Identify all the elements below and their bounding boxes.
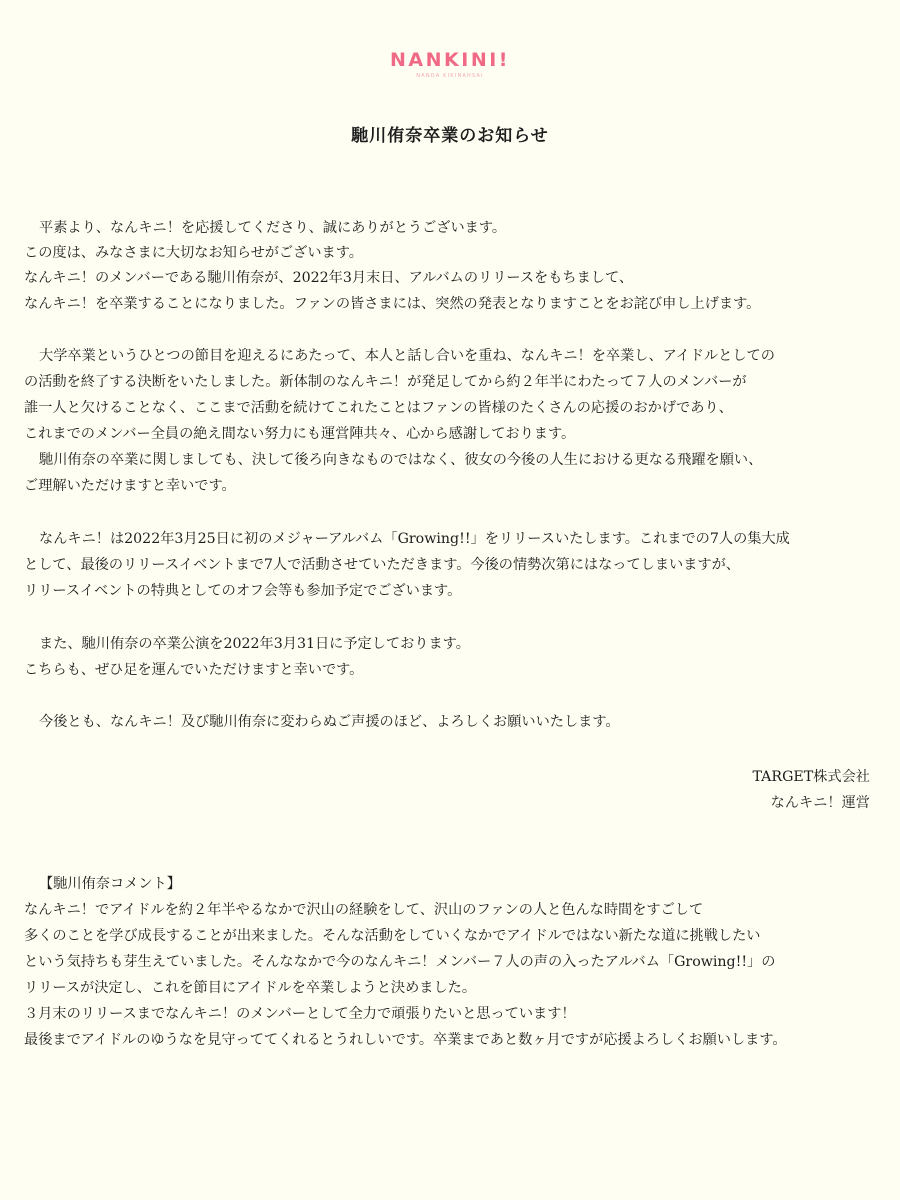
announcement-line: の活動を終了する決断をいたしました。新体制のなんキニ！が発足してから約２年半にわたって７人のメンバーが [24,374,747,390]
comment-line: という気持ちも芽生えていました。そんななかで今のなんキニ！メンバー７人の声の入ったアルバム「Growing!!」の [24,954,776,970]
announcement-line: こちらも、ぜひ足を運んでいただけますと幸いです。 [24,662,364,678]
announcement-line: ご理解いただけますと幸いです。 [24,478,236,494]
comment-line: リリースが決定し、これを節目にアイドルを卒業しようと決めました。 [24,980,477,996]
announcement-line: なんキニ！は2022年3月25日に初のメジャーアルバム「Growing!!」をリリースいたします。これまでの7人の集大成 [39,531,790,547]
announcement-line: なんキニ！を卒業することになりました。ファンの皆さまには、突然の発表となりますことをお詫び申し上げます。 [24,296,761,312]
announcement-line: として、最後のリリースイベントまで7人で活動させていただきます。今後の情勢次第にはなってしまいますが、 [24,557,740,573]
signature-team: なんキニ！運営 [770,795,870,811]
comment-line: なんキニ！でアイドルを約２年半やるなかで沢山の経験をして、沢山のファンの人と色んな時間をすごして [24,902,704,918]
announcement-line: 平素より、なんキニ！を応援してくださり、誠にありがとうございます。 [39,220,507,236]
page-title: 馳川侑奈卒業のお知らせ [351,126,549,146]
announcement-line: 大学卒業というひとつの節目を迎えるにあたって、本人と話し合いを重ね、なんキニ！を卒業し、アイドルとしての [39,348,775,364]
comment-line: 最後までアイドルのゆうなを見守っててくれるとうれしいです。卒業まであと数ヶ月ですが応援よろしくお願いします。 [24,1032,787,1048]
announcement-line: 今後とも、なんキニ！及び馳川侑奈に変わらぬご声援のほど、よろしくお願いいたします。 [39,714,620,730]
comment-line: 多くのことを学び成長することが出来ました。そんな活動をしていくなかでアイドルではない新たな道に挑戦したい [24,928,761,944]
comment-heading: 【馳川侑奈コメント】 [39,876,181,892]
logo-text: NANKINI! [390,49,510,71]
brand-logo [0,48,900,79]
announcement-line: この度は、みなさまに大切なお知らせがございます。 [24,245,363,261]
announcement-line: これまでのメンバー全員の絶え間ない努力にも運営陣共々、心から感謝しております。 [24,426,576,442]
announcement-line: 馳川侑奈の卒業に関しましても、決して後ろ向きなものではなく、彼女の今後の人生における更なる飛躍を願い、 [39,452,763,468]
announcement-line: リリースイベントの特典としてのオフ会等も参加予定でございます。 [24,583,462,599]
logo-subtext: NANDA KIKINAHSAI [416,73,484,79]
comment-line: ３月末のリリースまでなんキニ！のメンバーとして全力で頑張りたいと思っています！ [24,1006,576,1022]
signature-company: TARGET株式会社 [752,769,870,785]
announcement-line: また、馳川侑奈の卒業公演を2022年3月31日に予定しております。 [39,636,470,652]
announcement-line: なんキニ！のメンバーである馳川侑奈が、2022年3月末日、アルバムのリリースをもちまして、 [24,270,634,286]
announcement-line: 誰一人と欠けることなく、ここまで活動を続けてこれたことはファンの皆様のたくさんの応援のおかげであり、 [24,400,733,416]
